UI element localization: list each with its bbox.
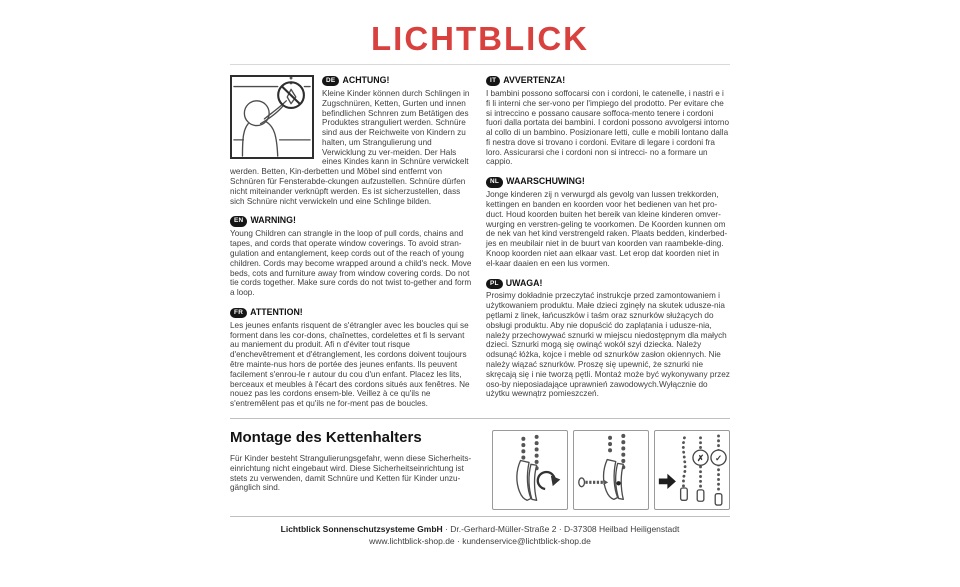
warning-body-nl: Jonge kinderen zij n verwurgd als gevolg van lussen trekkorden, kettingen en banden en koorden voor het bedienen van het pro-duct. Houd koorden buiten het bereik van kleine kinderen omver-wurging en verstren-geling te voorkomen. De Koorden kunnen om de nek van het kind verstrengeld raken. Plaats bedden, kinderbed-jes en meubilair niet in de buurt van koorden van raambekle-ding. Knoop koorden niet aan elkaar vast. Let erop dat koorden niet in el-kaar daaien en een lus vormen. — [486, 190, 728, 268]
footer-address: · Dr.-Gerhard-Müller-Straße 2 · D-37308 Heilbad Heiligenstadt — [442, 524, 680, 535]
montage-step2-box — [573, 430, 649, 510]
footer — [230, 524, 730, 547]
warning-heading-en — [230, 215, 474, 226]
chain-holder-screw-illustration — [575, 432, 647, 508]
chain-holder-small — [681, 488, 688, 500]
rotate-arrowhead-icon — [551, 476, 560, 486]
warning-body-pl: Prosimy dokładnie przeczytać instrukcje przed zamontowaniem i użytkowaniem produktu. Małe dzieci zginęły na skutek udusze-nia pętlami z linek, łańcuszków i taśm oraz sznurków służących do obsługi produktu. Aby nie dopuścić do zaplątania i udusze-nia, należy przechowywać sznurki w miejscu niedostępnym dla małych dzieci. Sznurki mogą się owinąć wokół szyi dziecka. Należy odsunąć łóżka, kojce i meble od sznurków zasłon okiennych. Nie należy wiązać sznurków. Proszę się upewnić, że sznurki nie skręcają się i nie tworzą pętli. Montaż może być wykonywany przez oso-by nieposiadające uprawnień zawodowych.Wyłącznie do użytku wewnątrz pomieszczeń. — [486, 291, 730, 399]
right-column — [486, 75, 730, 418]
warning-body-it: I bambini possono soffocarsi con i cordoni, le catenelle, i nastri e i fi li interni che ser-vono per l'impiego del prodotto. Per evitare che si intreccino e possano causare soffoca-mento tenere i cordoni fuori dalla portata dei bambini. I cordoni possono avvolgersi intorno al collo di un bambino. Posizionare letti, culle e mobili lontano dalla fi nestra dove si trovano i cordoni. Evitare di legare i cordoni fra loro. Assicurarsi che i cordoni non si intrecci- no a formare un cappio. — [486, 88, 730, 167]
warning-body-de: Kleine Kinder können durch Schlingen in Zugschnüren, Ketten, Gurten und innen befindlichen Schnren zum Betätigen des Produktes stranguliert werden. Schnüre sind aus der Reichweite von Kindern zu halten, um Strangulierung und Verwicklung zu ver-meiden. Der Hals eines Kindes kann in Schnüre verwickelt werden. Betten, Kin-derbetten und Möbel sind entfernt von Schnüren für Fensterabde-ckungen aufzustellen. Schnüre dürfen nicht miteinander verknüpft werden. Es ist sicherzustellen, dass sich Schnüre nicht verwickeln und eine Schlinge bilden. — [230, 88, 470, 206]
warning-title-fr: ATTENTION! — [250, 306, 303, 317]
montage-section — [230, 426, 730, 510]
screw-head-icon — [579, 478, 585, 487]
montage-step3-box — [654, 430, 730, 510]
montage-title: Montage des Kettenhalters — [230, 429, 422, 447]
cross-icon: ✗ — [696, 453, 705, 464]
montage-text-block — [230, 426, 478, 510]
warning-title-en: WARNING! — [250, 215, 296, 226]
warning-title-pl: UWAGA! — [505, 277, 543, 288]
chain-holder-small — [697, 490, 704, 501]
warning-section-fr — [230, 307, 474, 409]
footer-company: Lichtblick Sonnenschutzsysteme GmbH — [280, 524, 443, 535]
warning-section-pl — [486, 278, 730, 400]
footer-address-line — [230, 524, 730, 536]
brand-logo: LICHTBLICK — [371, 20, 589, 57]
arrow-right-icon — [659, 474, 676, 489]
child-arm-lower — [261, 107, 283, 124]
warning-columns — [230, 75, 730, 418]
warning-heading-pl — [486, 278, 730, 289]
warning-title-it: AVVERTENZA! — [503, 75, 566, 85]
montage-step1-box — [492, 430, 568, 510]
chain-tension-right-wrong-illustration — [656, 432, 728, 508]
footer-divider — [230, 516, 730, 517]
warning-heading-fr — [230, 307, 474, 318]
child-arm-upper — [264, 101, 286, 119]
lang-badge-de: DE — [322, 76, 339, 86]
child-reaching-cord-illustration — [232, 77, 312, 157]
holder-part-right — [529, 464, 537, 500]
child-warning-illustration — [230, 75, 314, 159]
warning-section-it — [486, 75, 730, 167]
warning-heading-it — [486, 75, 730, 86]
header-divider — [230, 64, 730, 65]
screw-hole-dot — [616, 481, 620, 485]
warning-body-fr: Les jeunes enfants risquent de s'étrangler avec les boucles qui se forment dans les cor-dons, chaînettes, cordelettes et fi ls servant au maniement du produit. Afi n d'éviter tout risque d'enchevêtrement et d'étranglement, les cordons doivent toujours être mainte-nus hors de portée des jeunes enfants. Ils peuvent facilement s'enrou-le r autour du cou d'un enfant. Placez les lits, berceaux et meubles à l'écart des cordons situés aux fenêtres. Ne nouez pas les cordons ensem-ble. Veillez à ce qu'ils ne s'entremêlent pas et qu'ils ne for-ment pas de boucles. — [230, 320, 470, 409]
warning-section-de — [230, 75, 474, 206]
lang-badge-pl: PL — [486, 279, 503, 289]
content-area — [230, 0, 730, 547]
child-body-left — [242, 124, 248, 156]
warning-section-en — [230, 215, 474, 297]
warning-title-nl: WAARSCHUWING! — [506, 176, 585, 187]
lang-badge-it: IT — [486, 76, 500, 86]
child-body-right — [266, 122, 277, 156]
section-divider — [230, 418, 730, 419]
lang-badge-en: EN — [230, 216, 247, 226]
child-head — [244, 101, 269, 126]
montage-body: Für Kinder besteht Strangulierungsgefahr, wenn diese Sicherheits-einrichtung nicht eingebaut wird. Diese Sicherheitseinrichtung ist stets zu verwenden, damit Schnüre und Ketten für Kinder unzu-gänglich sind. — [230, 454, 472, 493]
warning-heading-nl — [486, 176, 730, 187]
lang-badge-fr: FR — [230, 308, 247, 318]
warning-title-de: ACHTUNG! — [342, 75, 390, 85]
footer-contact-line: www.lichtblick-shop.de · kundenservice@lichtblick-shop.de — [369, 535, 591, 546]
warning-section-nl — [486, 176, 730, 268]
warning-body-en: Young Children can strangle in the loop of pull cords, chains and tapes, and cords that operate window coverings. To avoid stran-gulation and entanglement, keep cords out of the reach of young children. Cords may become wrapped around a child's neck. Move beds, cots and furniture away from window covering cords. Do not tie cords together. Make sure cords do not twist to-gether and form a loop. — [230, 229, 472, 298]
lang-badge-nl: NL — [486, 177, 503, 187]
check-icon: ✓ — [714, 453, 723, 464]
montage-illustrations — [492, 430, 730, 510]
left-column — [230, 75, 474, 418]
slack-bead-chain — [683, 438, 685, 487]
chain-holder-small — [715, 494, 722, 505]
chain-holder-rotate-illustration — [494, 432, 566, 508]
